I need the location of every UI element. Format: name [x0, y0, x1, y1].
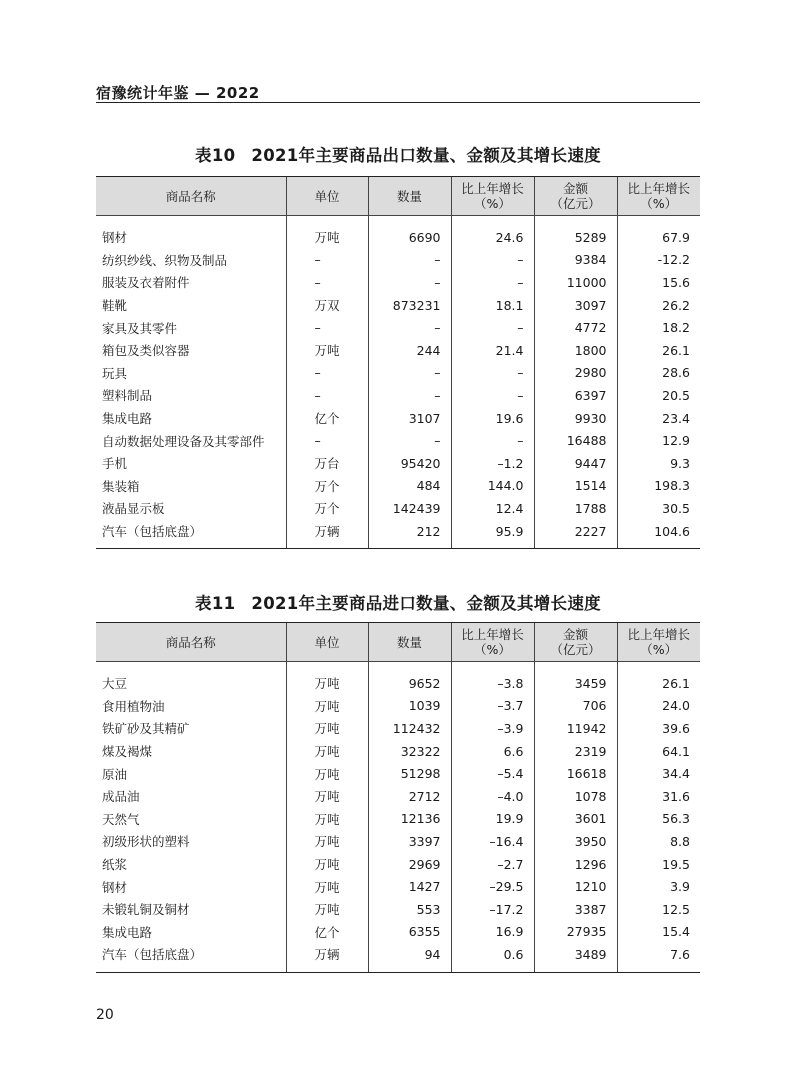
amount-cell: 3601 [534, 808, 617, 831]
table-body [96, 662, 700, 973]
amount-growth-cell: 8.8 [617, 830, 700, 853]
amount-cell: 1514 [534, 475, 617, 498]
unit-cell: 万吨 [286, 695, 368, 718]
amount-cell: 5289 [534, 216, 617, 249]
table-row [96, 853, 700, 876]
table-title-export [96, 142, 700, 166]
quantity-cell: 6690 [368, 216, 451, 249]
amount-cell: 1788 [534, 497, 617, 520]
column-header: 数量 [368, 623, 451, 662]
amount-growth-cell: 34.4 [617, 762, 700, 785]
unit-cell: 万吨 [286, 853, 368, 876]
unit-cell: 万辆 [286, 520, 368, 549]
column-header: 比上年增长 （%） [617, 623, 700, 662]
amount-growth-cell: 12.5 [617, 898, 700, 921]
table-row [96, 294, 700, 317]
unit-cell: 万吨 [286, 339, 368, 362]
table-row [96, 695, 700, 718]
quantity-growth-cell: –17.2 [451, 898, 534, 921]
quantity-cell: 212 [368, 520, 451, 549]
product-name-cell: 食用植物油 [102, 698, 165, 714]
amount-growth-cell: 9.3 [617, 452, 700, 475]
table-row [96, 943, 700, 972]
quantity-growth-cell: –2.7 [451, 853, 534, 876]
unit-cell: 万台 [286, 452, 368, 475]
amount-growth-cell: 18.2 [617, 316, 700, 339]
product-name-cell: 纸浆 [102, 857, 128, 873]
product-name-cell: 集装箱 [102, 478, 140, 494]
product-name-cell: 天然气 [102, 811, 140, 827]
product-name-cell: 塑料制品 [102, 388, 153, 404]
column-header: 数量 [368, 177, 451, 216]
quantity-cell: 142439 [368, 497, 451, 520]
table-row [96, 808, 700, 831]
product-name-cell: 服装及衣着附件 [102, 275, 190, 291]
unit-cell: 万吨 [286, 662, 368, 695]
quantity-growth-cell: 6.6 [451, 740, 534, 763]
quantity-growth-cell: 19.9 [451, 808, 534, 831]
table-row [96, 271, 700, 294]
table-row [96, 740, 700, 763]
amount-cell: 3489 [534, 943, 617, 972]
table-number: 表10 [195, 146, 236, 165]
amount-growth-cell: 39.6 [617, 717, 700, 740]
column-header: 单位 [286, 177, 368, 216]
table-row [96, 216, 700, 249]
amount-growth-cell: 56.3 [617, 808, 700, 831]
amount-cell: 6397 [534, 384, 617, 407]
column-header: 金额 （亿元） [534, 623, 617, 662]
quantity-cell: 112432 [368, 717, 451, 740]
table-row [96, 875, 700, 898]
amount-cell: 1078 [534, 785, 617, 808]
amount-cell: 3097 [534, 294, 617, 317]
table-row [96, 662, 700, 695]
amount-growth-cell: 19.5 [617, 853, 700, 876]
amount-growth-cell: 104.6 [617, 520, 700, 549]
quantity-cell: 484 [368, 475, 451, 498]
amount-growth-cell: 7.6 [617, 943, 700, 972]
product-name-cell: 鞋靴 [102, 298, 128, 314]
product-name-cell: 集成电路 [102, 411, 153, 427]
product-name-cell: 箱包及类似容器 [102, 343, 190, 359]
product-name-cell: 原油 [102, 766, 128, 782]
table-row [96, 520, 700, 549]
unit-cell: – [286, 316, 368, 339]
table-row [96, 497, 700, 520]
quantity-cell: 553 [368, 898, 451, 921]
amount-growth-cell: 23.4 [617, 407, 700, 430]
column-header: 单位 [286, 623, 368, 662]
amount-cell: 3950 [534, 830, 617, 853]
table-row [96, 339, 700, 362]
quantity-growth-cell: 12.4 [451, 497, 534, 520]
product-name-cell: 家具及其零件 [102, 320, 178, 336]
amount-growth-cell: 67.9 [617, 216, 700, 249]
quantity-growth-cell: –3.9 [451, 717, 534, 740]
amount-cell: 9384 [534, 249, 617, 272]
amount-growth-cell: 26.1 [617, 662, 700, 695]
quantity-cell: 244 [368, 339, 451, 362]
unit-cell: 万双 [286, 294, 368, 317]
amount-cell: 1800 [534, 339, 617, 362]
quantity-growth-cell: – [451, 384, 534, 407]
table-title-text: 2021年主要商品出口数量、金额及其增长速度 [251, 146, 601, 165]
table-row [96, 384, 700, 407]
amount-cell: 1296 [534, 853, 617, 876]
quantity-growth-cell: – [451, 429, 534, 452]
product-name-cell: 集成电路 [102, 924, 153, 940]
amount-cell: 11942 [534, 717, 617, 740]
column-header: 比上年增长 （%） [451, 623, 534, 662]
quantity-growth-cell: 144.0 [451, 475, 534, 498]
quantity-cell: 94 [368, 943, 451, 972]
amount-growth-cell: 15.4 [617, 921, 700, 944]
quantity-cell: 873231 [368, 294, 451, 317]
quantity-growth-cell: 16.9 [451, 921, 534, 944]
table-row [96, 785, 700, 808]
quantity-cell: 1039 [368, 695, 451, 718]
quantity-growth-cell: 0.6 [451, 943, 534, 972]
unit-cell: 万辆 [286, 943, 368, 972]
quantity-cell: – [368, 249, 451, 272]
amount-growth-cell: 31.6 [617, 785, 700, 808]
unit-cell: 万吨 [286, 830, 368, 853]
quantity-cell: 1427 [368, 875, 451, 898]
amount-growth-cell: 24.0 [617, 695, 700, 718]
product-name-cell: 大豆 [102, 676, 128, 692]
quantity-growth-cell: – [451, 271, 534, 294]
unit-cell: 万个 [286, 497, 368, 520]
quantity-growth-cell: – [451, 249, 534, 272]
product-name-cell: 初级形状的塑料 [102, 834, 190, 850]
unit-cell: 亿个 [286, 407, 368, 430]
unit-cell: 万吨 [286, 717, 368, 740]
product-name-cell: 成品油 [102, 789, 140, 805]
product-name-cell: 铁矿砂及其精矿 [102, 721, 190, 737]
quantity-growth-cell: 21.4 [451, 339, 534, 362]
column-header: 商品名称 [96, 623, 286, 662]
amount-cell: 3387 [534, 898, 617, 921]
unit-cell: 万吨 [286, 875, 368, 898]
unit-cell: 万吨 [286, 762, 368, 785]
product-name-cell: 玩具 [102, 365, 128, 381]
unit-cell: 万吨 [286, 808, 368, 831]
amount-growth-cell: 64.1 [617, 740, 700, 763]
amount-cell: 1210 [534, 875, 617, 898]
amount-cell: 9447 [534, 452, 617, 475]
table-row [96, 452, 700, 475]
quantity-growth-cell: –16.4 [451, 830, 534, 853]
quantity-cell: 3107 [368, 407, 451, 430]
table-row [96, 407, 700, 430]
amount-cell: 706 [534, 695, 617, 718]
table-title-import [96, 590, 700, 614]
amount-cell: 2980 [534, 362, 617, 385]
header-rule [96, 102, 700, 103]
quantity-cell: 12136 [368, 808, 451, 831]
table-row [96, 362, 700, 385]
export-table [96, 176, 700, 549]
quantity-cell: 6355 [368, 921, 451, 944]
quantity-cell: – [368, 384, 451, 407]
quantity-growth-cell: 19.6 [451, 407, 534, 430]
unit-cell: 万吨 [286, 216, 368, 249]
running-title: 宿豫统计年鉴 — 2022 [96, 84, 260, 102]
amount-growth-cell: 28.6 [617, 362, 700, 385]
amount-cell: 4772 [534, 316, 617, 339]
column-header: 金额 （亿元） [534, 177, 617, 216]
quantity-cell: – [368, 429, 451, 452]
amount-growth-cell: 20.5 [617, 384, 700, 407]
unit-cell: 亿个 [286, 921, 368, 944]
unit-cell: – [286, 362, 368, 385]
product-name-cell: 液晶显示板 [102, 501, 165, 517]
quantity-growth-cell: 24.6 [451, 216, 534, 249]
product-name-cell: 汽车（包括底盘） [96, 520, 286, 549]
quantity-cell: 95420 [368, 452, 451, 475]
amount-cell: 9930 [534, 407, 617, 430]
table-row [96, 762, 700, 785]
quantity-cell: 9652 [368, 662, 451, 695]
quantity-growth-cell: – [451, 362, 534, 385]
quantity-cell: 3397 [368, 830, 451, 853]
amount-growth-cell: -12.2 [617, 249, 700, 272]
amount-growth-cell: 12.9 [617, 429, 700, 452]
quantity-growth-cell: –29.5 [451, 875, 534, 898]
table-row [96, 717, 700, 740]
unit-cell: – [286, 249, 368, 272]
product-name-cell: 汽车（包括底盘） [96, 943, 286, 972]
amount-cell: 11000 [534, 271, 617, 294]
amount-growth-cell: 26.1 [617, 339, 700, 362]
table-header-row [96, 623, 700, 662]
amount-growth-cell: 15.6 [617, 271, 700, 294]
quantity-growth-cell: – [451, 316, 534, 339]
unit-cell: 万个 [286, 475, 368, 498]
import-table [96, 622, 700, 973]
quantity-cell: 32322 [368, 740, 451, 763]
amount-cell: 3459 [534, 662, 617, 695]
table-number: 表11 [195, 594, 236, 613]
column-header: 比上年增长 （%） [451, 177, 534, 216]
amount-growth-cell: 3.9 [617, 875, 700, 898]
quantity-cell: – [368, 271, 451, 294]
product-name-cell: 钢材 [102, 879, 128, 895]
product-name-cell: 纺织纱线、织物及制品 [102, 252, 228, 268]
table-row [96, 316, 700, 339]
table-body [96, 216, 700, 549]
quantity-cell: – [368, 362, 451, 385]
amount-growth-cell: 26.2 [617, 294, 700, 317]
quantity-growth-cell: –3.7 [451, 695, 534, 718]
unit-cell: – [286, 429, 368, 452]
product-name-cell: 钢材 [102, 230, 128, 246]
quantity-cell: 2969 [368, 853, 451, 876]
product-name-cell: 未锻轧铜及铜材 [102, 902, 190, 918]
unit-cell: – [286, 271, 368, 294]
unit-cell: 万吨 [286, 785, 368, 808]
table-header-row [96, 177, 700, 216]
table-row [96, 249, 700, 272]
quantity-growth-cell: –5.4 [451, 762, 534, 785]
quantity-growth-cell: –3.8 [451, 662, 534, 695]
table-title-text: 2021年主要商品进口数量、金额及其增长速度 [251, 594, 601, 613]
column-header: 商品名称 [96, 177, 286, 216]
amount-cell: 2227 [534, 520, 617, 549]
quantity-cell: 51298 [368, 762, 451, 785]
column-header: 比上年增长 （%） [617, 177, 700, 216]
amount-cell: 2319 [534, 740, 617, 763]
quantity-growth-cell: –1.2 [451, 452, 534, 475]
quantity-cell: 2712 [368, 785, 451, 808]
page-number: 20 [96, 1007, 114, 1023]
table-row [96, 898, 700, 921]
unit-cell: 万吨 [286, 898, 368, 921]
product-name-cell: 煤及褐煤 [102, 744, 153, 760]
quantity-cell: – [368, 316, 451, 339]
quantity-growth-cell: 95.9 [451, 520, 534, 549]
product-name-cell: 手机 [102, 456, 128, 472]
unit-cell: – [286, 384, 368, 407]
quantity-growth-cell: –4.0 [451, 785, 534, 808]
unit-cell: 万吨 [286, 740, 368, 763]
table-row [96, 475, 700, 498]
amount-cell: 16618 [534, 762, 617, 785]
table-row [96, 921, 700, 944]
quantity-growth-cell: 18.1 [451, 294, 534, 317]
amount-cell: 16488 [534, 429, 617, 452]
amount-cell: 27935 [534, 921, 617, 944]
product-name-cell: 自动数据处理设备及其零部件 [102, 433, 265, 449]
amount-growth-cell: 198.3 [617, 475, 700, 498]
table-row [96, 830, 700, 853]
amount-growth-cell: 30.5 [617, 497, 700, 520]
table-row [96, 429, 700, 452]
